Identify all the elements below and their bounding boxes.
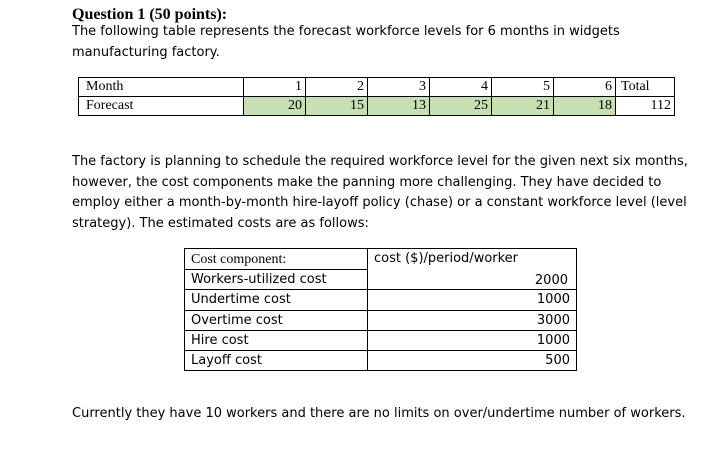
- cost-row: [185, 351, 577, 371]
- forecast-cell: 13: [368, 97, 430, 116]
- cost-value: 2000: [534, 273, 568, 288]
- cost-value: 3000: [368, 310, 577, 330]
- cost-component: Undertime cost: [185, 290, 368, 310]
- month-cell: 1: [244, 78, 306, 97]
- cost-component: Hire cost: [185, 330, 368, 350]
- month-row: [79, 78, 675, 97]
- cost-row: [185, 310, 577, 330]
- month-cell: 5: [492, 78, 554, 97]
- cost-unit-header: cost ($)/period/worker: [368, 249, 577, 290]
- month-cell: 2: [306, 78, 368, 97]
- question-title: Question 1 (50 points):: [72, 6, 228, 23]
- cost-header-row: [185, 249, 577, 270]
- cost-row: [185, 290, 577, 310]
- total-value: 112: [616, 97, 675, 116]
- cost-value: 500: [368, 351, 577, 371]
- cost-component: Workers-utilized cost: [185, 270, 368, 290]
- cost-value: 1000: [368, 330, 577, 350]
- intro-paragraph: The following table represents the forecast workforce levels for 6 months in widgets manufacturing factory.: [72, 24, 620, 60]
- cost-value: 1000: [368, 290, 577, 310]
- month-cell: 3: [368, 78, 430, 97]
- cost-component-header: Cost component:: [185, 249, 368, 270]
- total-header: Total: [616, 78, 675, 97]
- forecast-label: Forecast: [79, 97, 244, 116]
- forecast-row: [79, 97, 675, 116]
- cost-row: [185, 330, 577, 350]
- month-cell: 6: [554, 78, 616, 97]
- forecast-cell: 20: [244, 97, 306, 116]
- forecast-cell: 18: [554, 97, 616, 116]
- forecast-table: [78, 77, 675, 116]
- cost-table: [184, 248, 577, 371]
- forecast-cell: 15: [306, 97, 368, 116]
- forecast-cell: 25: [430, 97, 492, 116]
- description-paragraph: The factory is planning to schedule the required workforce level for the given next six months, however, the cost components make the panning more challenging. They have decided to employ either a month-by-month hire-layoff policy (chase) or a constant workforce level (level strategy). The estimated costs are as follows:: [72, 154, 688, 231]
- cost-component: Layoff cost: [185, 351, 368, 371]
- month-cell: 4: [430, 78, 492, 97]
- month-label: Month: [79, 78, 244, 97]
- forecast-cell: 21: [492, 97, 554, 116]
- closing-paragraph: Currently they have 10 workers and there are no limits on over/undertime number of workers.: [72, 406, 686, 421]
- cost-component: Overtime cost: [185, 310, 368, 330]
